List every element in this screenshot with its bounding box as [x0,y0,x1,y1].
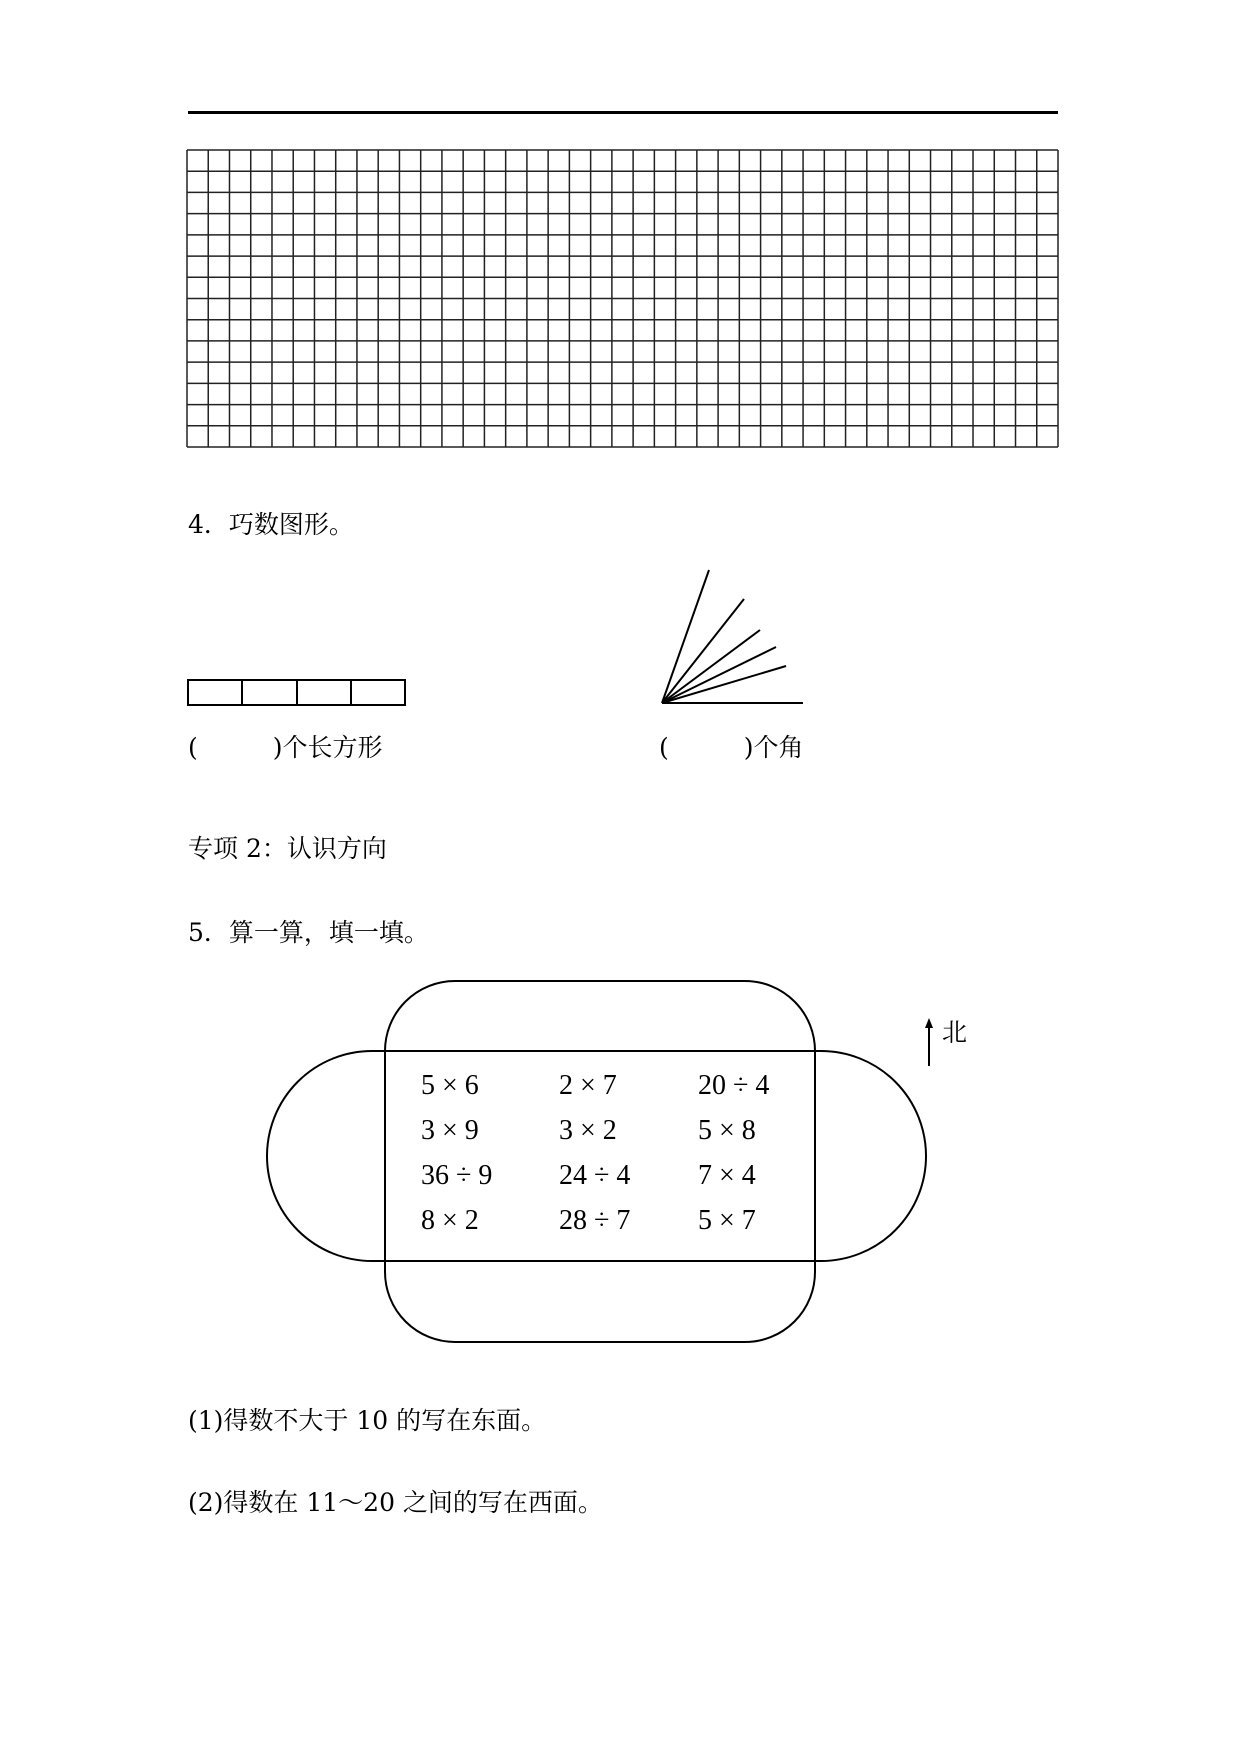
sub-question-1: (1)得数不大于 10 的写在东面。 [188,1406,547,1435]
expression: 5 × 7 [698,1205,756,1236]
expression: 36 ÷ 9 [421,1160,493,1191]
expression: 2 × 7 [559,1070,617,1101]
expression: 20 ÷ 4 [698,1070,770,1101]
expression: 3 × 2 [559,1115,617,1146]
expression: 3 × 9 [421,1115,479,1146]
sub-question-2: (2)得数在 11～20 之间的写在西面。 [188,1488,603,1517]
q4-title: 4．巧数图形。 [188,510,354,539]
expression: 7 × 4 [698,1160,756,1191]
expression: 5 × 6 [421,1070,479,1101]
angle-count-label: ( )个角 [659,733,804,762]
expression: 24 ÷ 4 [559,1160,631,1191]
expression: 28 ÷ 7 [559,1205,631,1236]
section-title: 专项 2：认识方向 [188,834,387,863]
expression: 8 × 2 [421,1205,479,1236]
north-label: 北 [942,1018,968,1047]
q5-title: 5．算一算，填一填。 [188,918,429,947]
expression: 5 × 8 [698,1115,756,1146]
rect-count-label: ( )个长方形 [188,733,383,762]
north-arrow-icon [925,1018,933,1066]
